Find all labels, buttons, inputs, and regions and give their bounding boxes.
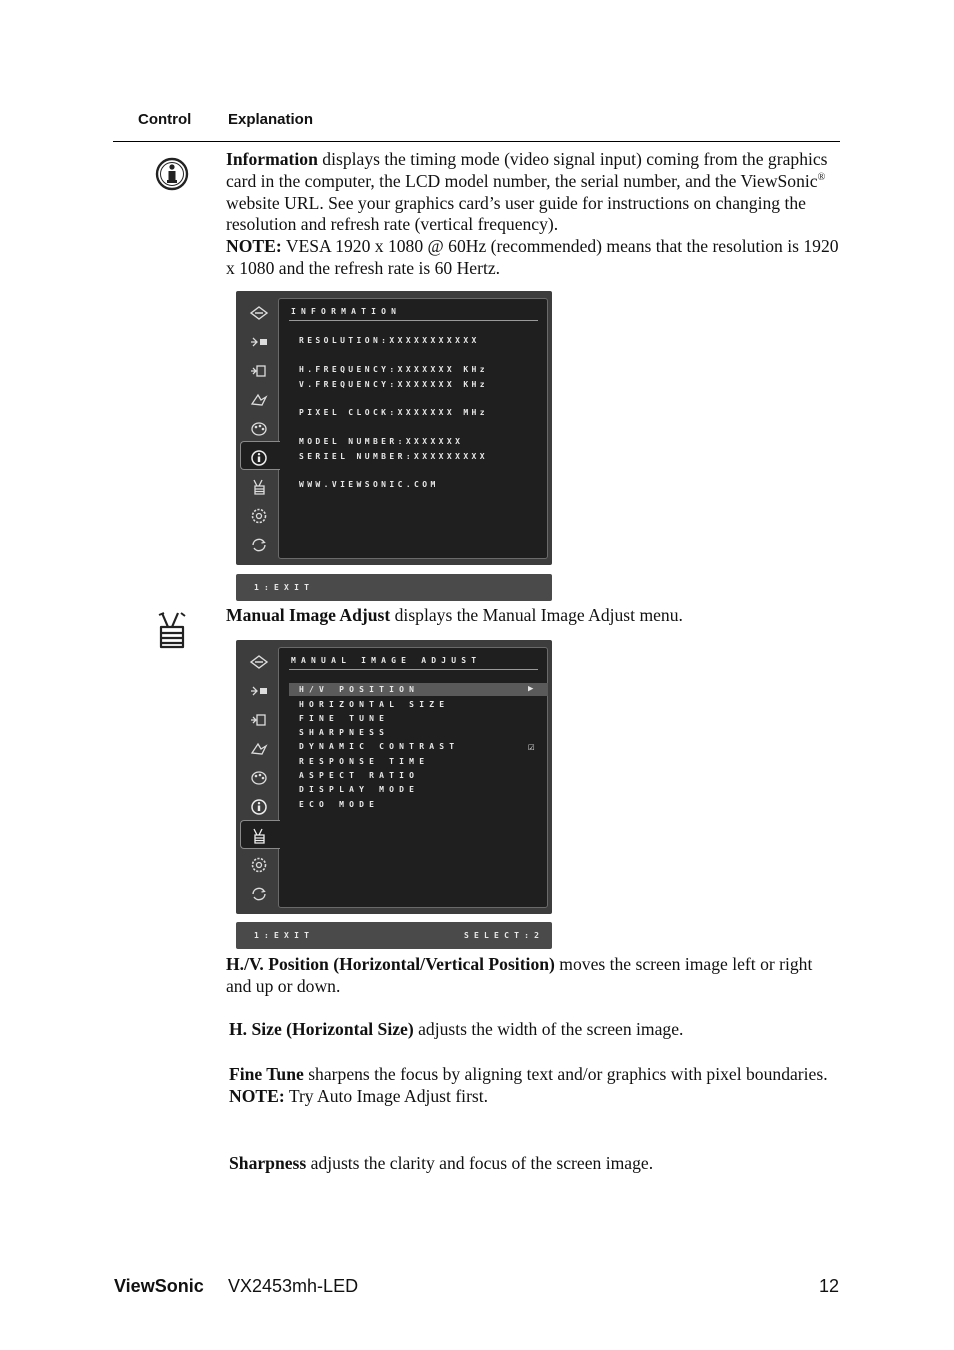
note-text: VESA 1920 x 1080 @ 60Hz (recommended) means that the resolution is 1920 x 1080 and the refresh rate is 60 Hertz. bbox=[226, 236, 839, 278]
h-size-term: H. Size (Horizontal Size) bbox=[229, 1019, 414, 1039]
note-text: Try Auto Image Adjust first. bbox=[284, 1085, 489, 1106]
sharpness-description bbox=[229, 1153, 844, 1175]
fine-tune-text: sharpens the focus by aligning text and/or graphics with pixel boundaries. bbox=[303, 1064, 828, 1084]
hv-position-text: moves the screen image left or right and up or down. bbox=[226, 954, 813, 996]
audio-adjust-icon bbox=[240, 327, 278, 356]
auto-image-adjust-icon bbox=[240, 705, 278, 734]
column-header-explanation: Explanation bbox=[228, 111, 314, 128]
osd-v-frequency: V.FREQUENCY:XXXXXXX KHz bbox=[299, 380, 488, 389]
osd-title-underline bbox=[289, 669, 538, 670]
manual-image-adjust-icon bbox=[156, 611, 188, 654]
hv-position-term: H./V. Position (Horizontal/Vertical Position) bbox=[226, 954, 555, 974]
osd-information-screen bbox=[236, 291, 552, 565]
checkbox-icon: ☑ bbox=[528, 740, 535, 753]
osd-model-number: MODEL NUMBER:XXXXXXX bbox=[299, 437, 464, 446]
osd-resolution: RESOLUTION:XXXXXXXXXXX bbox=[299, 336, 480, 345]
osd-h-frequency: H.FREQUENCY:XXXXXXX KHz bbox=[299, 365, 488, 374]
sharpness-text: adjusts the clarity and focus of the screen image. bbox=[306, 1153, 654, 1173]
osd-menu-item-fine-tune[interactable]: FINE TUNE bbox=[299, 714, 390, 723]
footer-brand: ViewSonic bbox=[114, 1276, 204, 1296]
contrast-brightness-icon bbox=[240, 734, 278, 763]
information-tab-icon bbox=[240, 443, 278, 472]
column-header-control: Control bbox=[138, 111, 192, 128]
osd-title: INFORMATION bbox=[291, 307, 402, 316]
osd-title-underline bbox=[289, 320, 538, 321]
note-label: NOTE: bbox=[226, 236, 282, 257]
manual-image-adjust-description bbox=[226, 605, 841, 627]
h-size-description bbox=[229, 1019, 844, 1041]
information-term: Information bbox=[226, 149, 318, 169]
color-adjust-icon bbox=[240, 763, 278, 792]
osd-website: WWW.VIEWSONIC.COM bbox=[299, 480, 439, 489]
audio-adjust-icon bbox=[240, 676, 278, 705]
registered-mark: ® bbox=[817, 171, 826, 183]
memory-recall-icon bbox=[240, 530, 278, 559]
information-description bbox=[226, 149, 841, 280]
information-text-2: website URL. See your graphics card’s user guide for instructions on changing the resolution and refresh rate (vertical frequency). bbox=[226, 192, 806, 235]
manual-image-adjust-icon bbox=[240, 472, 278, 501]
submenu-arrow-icon: ▶ bbox=[528, 684, 534, 694]
manual-image-adjust-text: displays the Manual Image Adjust menu. bbox=[390, 605, 683, 625]
manual-image-adjust-tab-icon bbox=[240, 821, 278, 850]
setup-menu-icon bbox=[240, 501, 278, 530]
input-select-icon bbox=[240, 647, 278, 676]
osd-pixel-clock: PIXEL CLOCK:XXXXXXX MHz bbox=[299, 408, 488, 417]
information-text: displays the timing mode (video signal input) coming from the graphics card in the computer, the LCD model number, the serial number, and the ViewSonic bbox=[226, 149, 828, 191]
osd-title: MANUAL IMAGE ADJUST bbox=[291, 656, 482, 665]
information-icon bbox=[155, 157, 189, 196]
h-size-text: adjusts the width of the screen image. bbox=[413, 1019, 684, 1039]
osd-menu-item-sharpness[interactable]: SHARPNESS bbox=[299, 728, 390, 737]
auto-image-adjust-icon bbox=[240, 356, 278, 385]
setup-menu-icon bbox=[240, 850, 278, 879]
osd-menu-item-horizontal-size[interactable]: HORIZONTAL SIZE bbox=[299, 700, 450, 709]
fine-tune-description bbox=[229, 1064, 844, 1108]
osd-select-hint: SELECT:2 bbox=[464, 931, 545, 940]
color-adjust-icon bbox=[240, 414, 278, 443]
fine-tune-term: Fine Tune bbox=[229, 1064, 304, 1084]
osd-exit-hint: 1:EXIT bbox=[254, 583, 315, 592]
osd-menu-item-display-mode[interactable]: DISPLAY MODE bbox=[299, 785, 420, 794]
input-select-icon bbox=[240, 298, 278, 327]
osd-menu-item-aspect-ratio[interactable]: ASPECT RATIO bbox=[299, 771, 420, 780]
osd-serial-number: SERIEL NUMBER:XXXXXXXXX bbox=[299, 452, 488, 461]
footer-model: VX2453mh-LED bbox=[228, 1276, 359, 1296]
memory-recall-icon bbox=[240, 879, 278, 908]
osd-menu-item-response-time[interactable]: RESPONSE TIME bbox=[299, 757, 430, 766]
page-number: 12 bbox=[819, 1276, 840, 1296]
osd-exit-hint: 1:EXIT bbox=[254, 931, 315, 940]
header-rule bbox=[113, 141, 840, 142]
hv-position-description bbox=[226, 954, 841, 998]
manual-image-adjust-term: Manual Image Adjust bbox=[226, 605, 391, 625]
contrast-brightness-icon bbox=[240, 385, 278, 414]
osd-menu-item-eco-mode[interactable]: ECO MODE bbox=[299, 800, 380, 809]
note-label: NOTE: bbox=[229, 1085, 285, 1106]
sharpness-term: Sharpness bbox=[229, 1153, 307, 1173]
information-tab-icon bbox=[240, 792, 278, 821]
osd-menu-item-hv-position[interactable]: H/V POSITION bbox=[299, 685, 420, 694]
osd-menu-item-dynamic-contrast[interactable]: DYNAMIC CONTRAST bbox=[299, 742, 460, 751]
